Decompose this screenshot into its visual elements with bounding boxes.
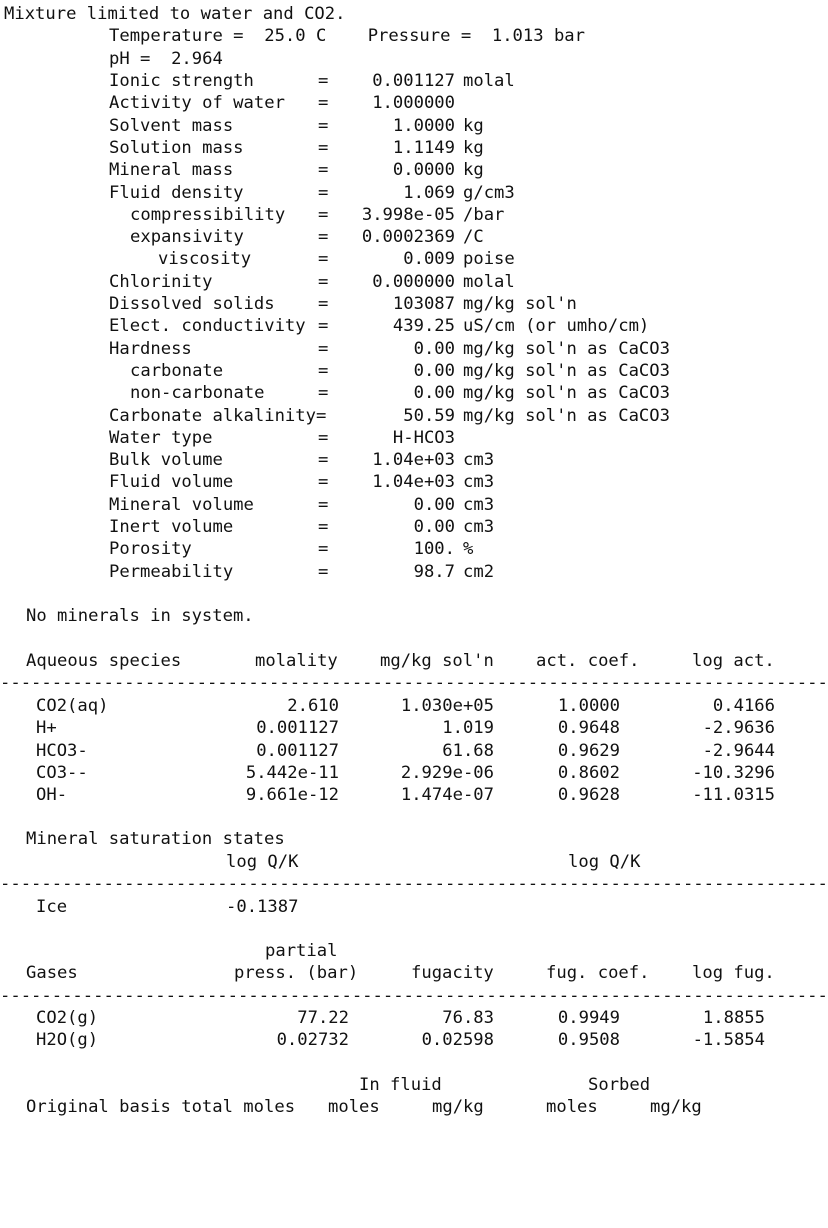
aqueous-cell: 2.610 [287,696,339,716]
property-row [0,360,800,382]
property-equals: = [318,271,329,292]
mineral-header-logqk-1: log Q/K [226,852,299,872]
aqueous-header-logact: log act. [692,651,775,671]
gas-cell: 0.9949 [557,1008,620,1028]
property-value: 1.069 [403,182,455,203]
property-label: Water type [109,427,213,448]
property-row [0,248,800,270]
property-unit: cm3 [463,472,495,493]
gas-cell: -1.5854 [692,1030,765,1051]
gas-cell: 0.9508 [557,1030,620,1051]
property-label: Fluid volume [109,472,234,493]
property-unit: kg [463,115,484,136]
property-value: 0.00 [413,494,455,515]
basis-group-row [0,1074,800,1096]
property-equals: = [318,316,329,337]
property-label: Dissolved solids [109,294,275,314]
basis-header-sorbed-mgkg: mg/kg [650,1097,702,1117]
property-label: non-carbonate [130,383,265,404]
mineral-header-logqk-2: log Q/K [568,852,641,872]
property-label: compressibility [130,204,286,225]
property-row [0,427,800,449]
property-row [0,494,800,516]
property-value: 0.00 [413,517,455,537]
basis-header-title: Original basis total moles [26,1097,296,1117]
property-unit: kg [463,137,484,158]
property-label: Porosity [109,539,192,560]
property-label: Inert volume [109,517,234,537]
property-value: 0.000000 [372,271,455,292]
property-equals: = [318,539,329,560]
property-row [0,70,800,92]
mineral-saturation-title-line [0,828,800,850]
property-row [0,182,800,204]
property-unit: mg/kg sol'n as CaCO3 [463,383,670,404]
mineral-logqk: -0.1387 [226,897,299,917]
mineral-row [0,896,800,918]
aqueous-cell: -2.9644 [702,740,775,761]
basis-header-sorbed-moles: moles [546,1097,598,1117]
gases-header-row [0,962,800,984]
header-line [0,3,800,25]
aqueous-header-mgkg: mg/kg sol'n [380,651,494,671]
property-unit: mg/kg sol'n [463,294,577,314]
property-value: 103087 [392,294,455,314]
aqueous-row [0,740,800,762]
basis-header-row [0,1096,800,1118]
property-unit: cm3 [463,494,495,515]
ph-line: pH = 2.964 [109,49,223,69]
gases-header-fugcoef: fug. coef. [546,963,650,983]
aqueous-row [0,695,800,717]
property-equals: = [318,115,329,136]
gas-cell: 77.22 [297,1008,349,1028]
property-label: Bulk volume [109,450,223,471]
property-value: 0.0002369 [361,227,455,248]
property-label: Hardness [109,338,192,359]
gas-row [0,1029,800,1051]
property-row [0,516,800,538]
property-label: Ionic strength [109,71,254,91]
property-equals: = [318,561,329,582]
property-value: 1.0000 [392,115,455,136]
property-equals: = [318,383,329,404]
property-row [0,204,800,226]
property-equals: = [318,494,329,515]
mineral-saturation-header-row [0,851,800,873]
aqueous-cell: 9.661e-12 [245,785,339,806]
property-row [0,561,800,583]
property-label: Permeability [109,561,234,582]
property-row [0,271,800,293]
property-row [0,538,800,560]
property-row [0,115,800,137]
property-label: Fluid density [109,182,244,203]
property-value: 3.998e-05 [361,204,455,225]
property-equals: = [318,160,329,181]
property-row [0,338,800,360]
header-text: Mixture limited to water and CO2. [4,4,346,24]
property-unit: mg/kg sol'n as CaCO3 [463,338,670,359]
property-value: 1.04e+03 [372,472,455,493]
property-equals: = [318,93,329,114]
aqueous-species-name: H+ [36,718,57,739]
property-value: 0.00 [413,383,455,404]
property-equals: = [318,427,329,448]
aqueous-row [0,762,800,784]
property-value: 0.00 [413,360,455,381]
mineral-divider: -------------------------------------------------------------------------------- [0,874,828,894]
property-value: 1.04e+03 [372,450,455,471]
property-row [0,137,800,159]
property-equals: = [318,227,329,248]
property-row [0,159,800,181]
property-unit: molal [463,71,515,91]
property-label: Solution mass [109,137,244,158]
property-row [0,405,800,427]
gases-header-press: press. (bar) [234,963,359,983]
property-label: Chlorinity [109,271,213,292]
property-value: 100. [413,539,455,560]
basis-header-fluid-mgkg: mg/kg [432,1097,484,1117]
property-label: Solvent mass [109,115,234,136]
property-unit: molal [463,271,515,292]
aqueous-header-species: Aqueous species [26,651,182,671]
aqueous-species-name: OH- [36,785,68,806]
aqueous-row [0,784,800,806]
property-equals: = [318,182,329,203]
property-equals: = [318,472,329,493]
property-unit: /bar [463,204,505,225]
property-row [0,449,800,471]
gas-cell: 0.02732 [276,1030,349,1051]
aqueous-cell: 0.9628 [557,785,620,806]
mineral-name: Ice [36,897,68,917]
aqueous-cell: 0.4166 [712,696,775,716]
property-label: expansivity [130,227,244,248]
aqueous-cell: 61.68 [442,740,494,761]
aqueous-cell: 1.030e+05 [400,696,494,716]
gases-header-top-row [0,940,800,962]
property-equals: = [318,204,329,225]
aqueous-cell: -2.9636 [702,718,775,739]
aqueous-cell: 1.0000 [557,696,620,716]
property-equals: = [318,517,329,537]
property-unit: poise [463,249,515,270]
property-row [0,92,800,114]
gases-divider: -------------------------------------------------------------------------------- [0,986,828,1006]
basis-group-in-fluid: In fluid [359,1075,442,1095]
property-unit: mg/kg sol'n as CaCO3 [463,405,670,426]
gas-cell: 0.02598 [421,1030,494,1051]
aqueous-species-name: CO2(aq) [36,696,109,716]
property-row [0,315,800,337]
basis-header-fluid-moles: moles [328,1097,380,1117]
gases-header-fugacity: fugacity [411,963,494,983]
property-label: Carbonate alkalinity= [109,405,327,426]
property-value: 98.7 [413,561,455,582]
aqueous-divider: -------------------------------------------------------------------------------- [0,673,828,693]
aqueous-cell: -11.0315 [692,785,775,806]
property-equals: = [318,360,329,381]
gases-header-name: Gases [26,963,78,983]
aqueous-cell: 0.8602 [557,762,620,783]
aqueous-cell: 0.9629 [557,740,620,761]
aqueous-row [0,717,800,739]
property-equals: = [318,71,329,91]
property-row [0,226,800,248]
property-label: carbonate [130,360,224,381]
aqueous-cell: 0.001127 [256,718,339,739]
gases-header-partial: partial [265,941,338,961]
property-equals: = [318,137,329,158]
property-label: Elect. conductivity [109,316,306,337]
property-value: 50.59 [403,405,455,426]
basis-group-sorbed: Sorbed [588,1075,651,1095]
property-equals: = [318,450,329,471]
aqueous-header-row [0,650,800,672]
aqueous-header-molality: molality [255,651,338,671]
no-minerals-line: No minerals in system. [26,606,254,626]
aqueous-cell: 2.929e-06 [400,762,494,783]
property-label: Activity of water [109,93,285,114]
property-value: 0.0000 [392,160,455,181]
property-unit: mg/kg sol'n as CaCO3 [463,360,670,381]
aqueous-species-name: HCO3- [36,740,88,761]
property-equals: = [318,249,329,270]
property-unit: % [463,539,474,560]
property-unit: kg [463,160,484,181]
property-label: Mineral mass [109,160,234,181]
gas-cell: 76.83 [442,1008,494,1028]
aqueous-cell: -10.3296 [692,762,775,783]
property-unit: cm2 [463,561,495,582]
property-label: viscosity [158,249,252,270]
property-value: H-HCO3 [392,427,455,448]
property-equals: = [318,338,329,359]
property-row [0,293,800,315]
aqueous-header-actcoef: act. coef. [536,651,640,671]
gas-cell: 1.8855 [702,1008,765,1028]
property-value: 0.009 [403,249,455,270]
aqueous-cell: 0.9648 [557,718,620,739]
property-unit: cm3 [463,517,495,537]
property-unit: cm3 [463,450,495,471]
property-row [0,382,800,404]
property-unit: g/cm3 [463,182,515,203]
aqueous-species-name: CO3-- [36,762,88,783]
property-value: 1.000000 [372,93,455,114]
property-unit: /C [463,227,484,248]
property-value: 439.25 [392,316,455,337]
gases-header-logfug: log fug. [692,963,775,983]
aqueous-cell: 1.474e-07 [400,785,494,806]
aqueous-cell: 1.019 [442,718,494,739]
property-row [0,471,800,493]
gas-row [0,1007,800,1029]
temperature-pressure-line: Temperature = 25.0 C Pressure = 1.013 bar [109,26,585,46]
aqueous-cell: 0.001127 [256,740,339,761]
property-value: 0.001127 [372,71,455,91]
mineral-saturation-title: Mineral saturation states [26,829,285,849]
property-unit: uS/cm (or umho/cm) [463,316,650,337]
gas-name: H2O(g) [36,1030,99,1051]
property-label: Mineral volume [109,494,254,515]
property-equals: = [318,294,329,314]
property-value: 0.00 [413,338,455,359]
gas-name: CO2(g) [36,1008,99,1028]
property-value: 1.1149 [392,137,455,158]
aqueous-cell: 5.442e-11 [245,762,339,783]
